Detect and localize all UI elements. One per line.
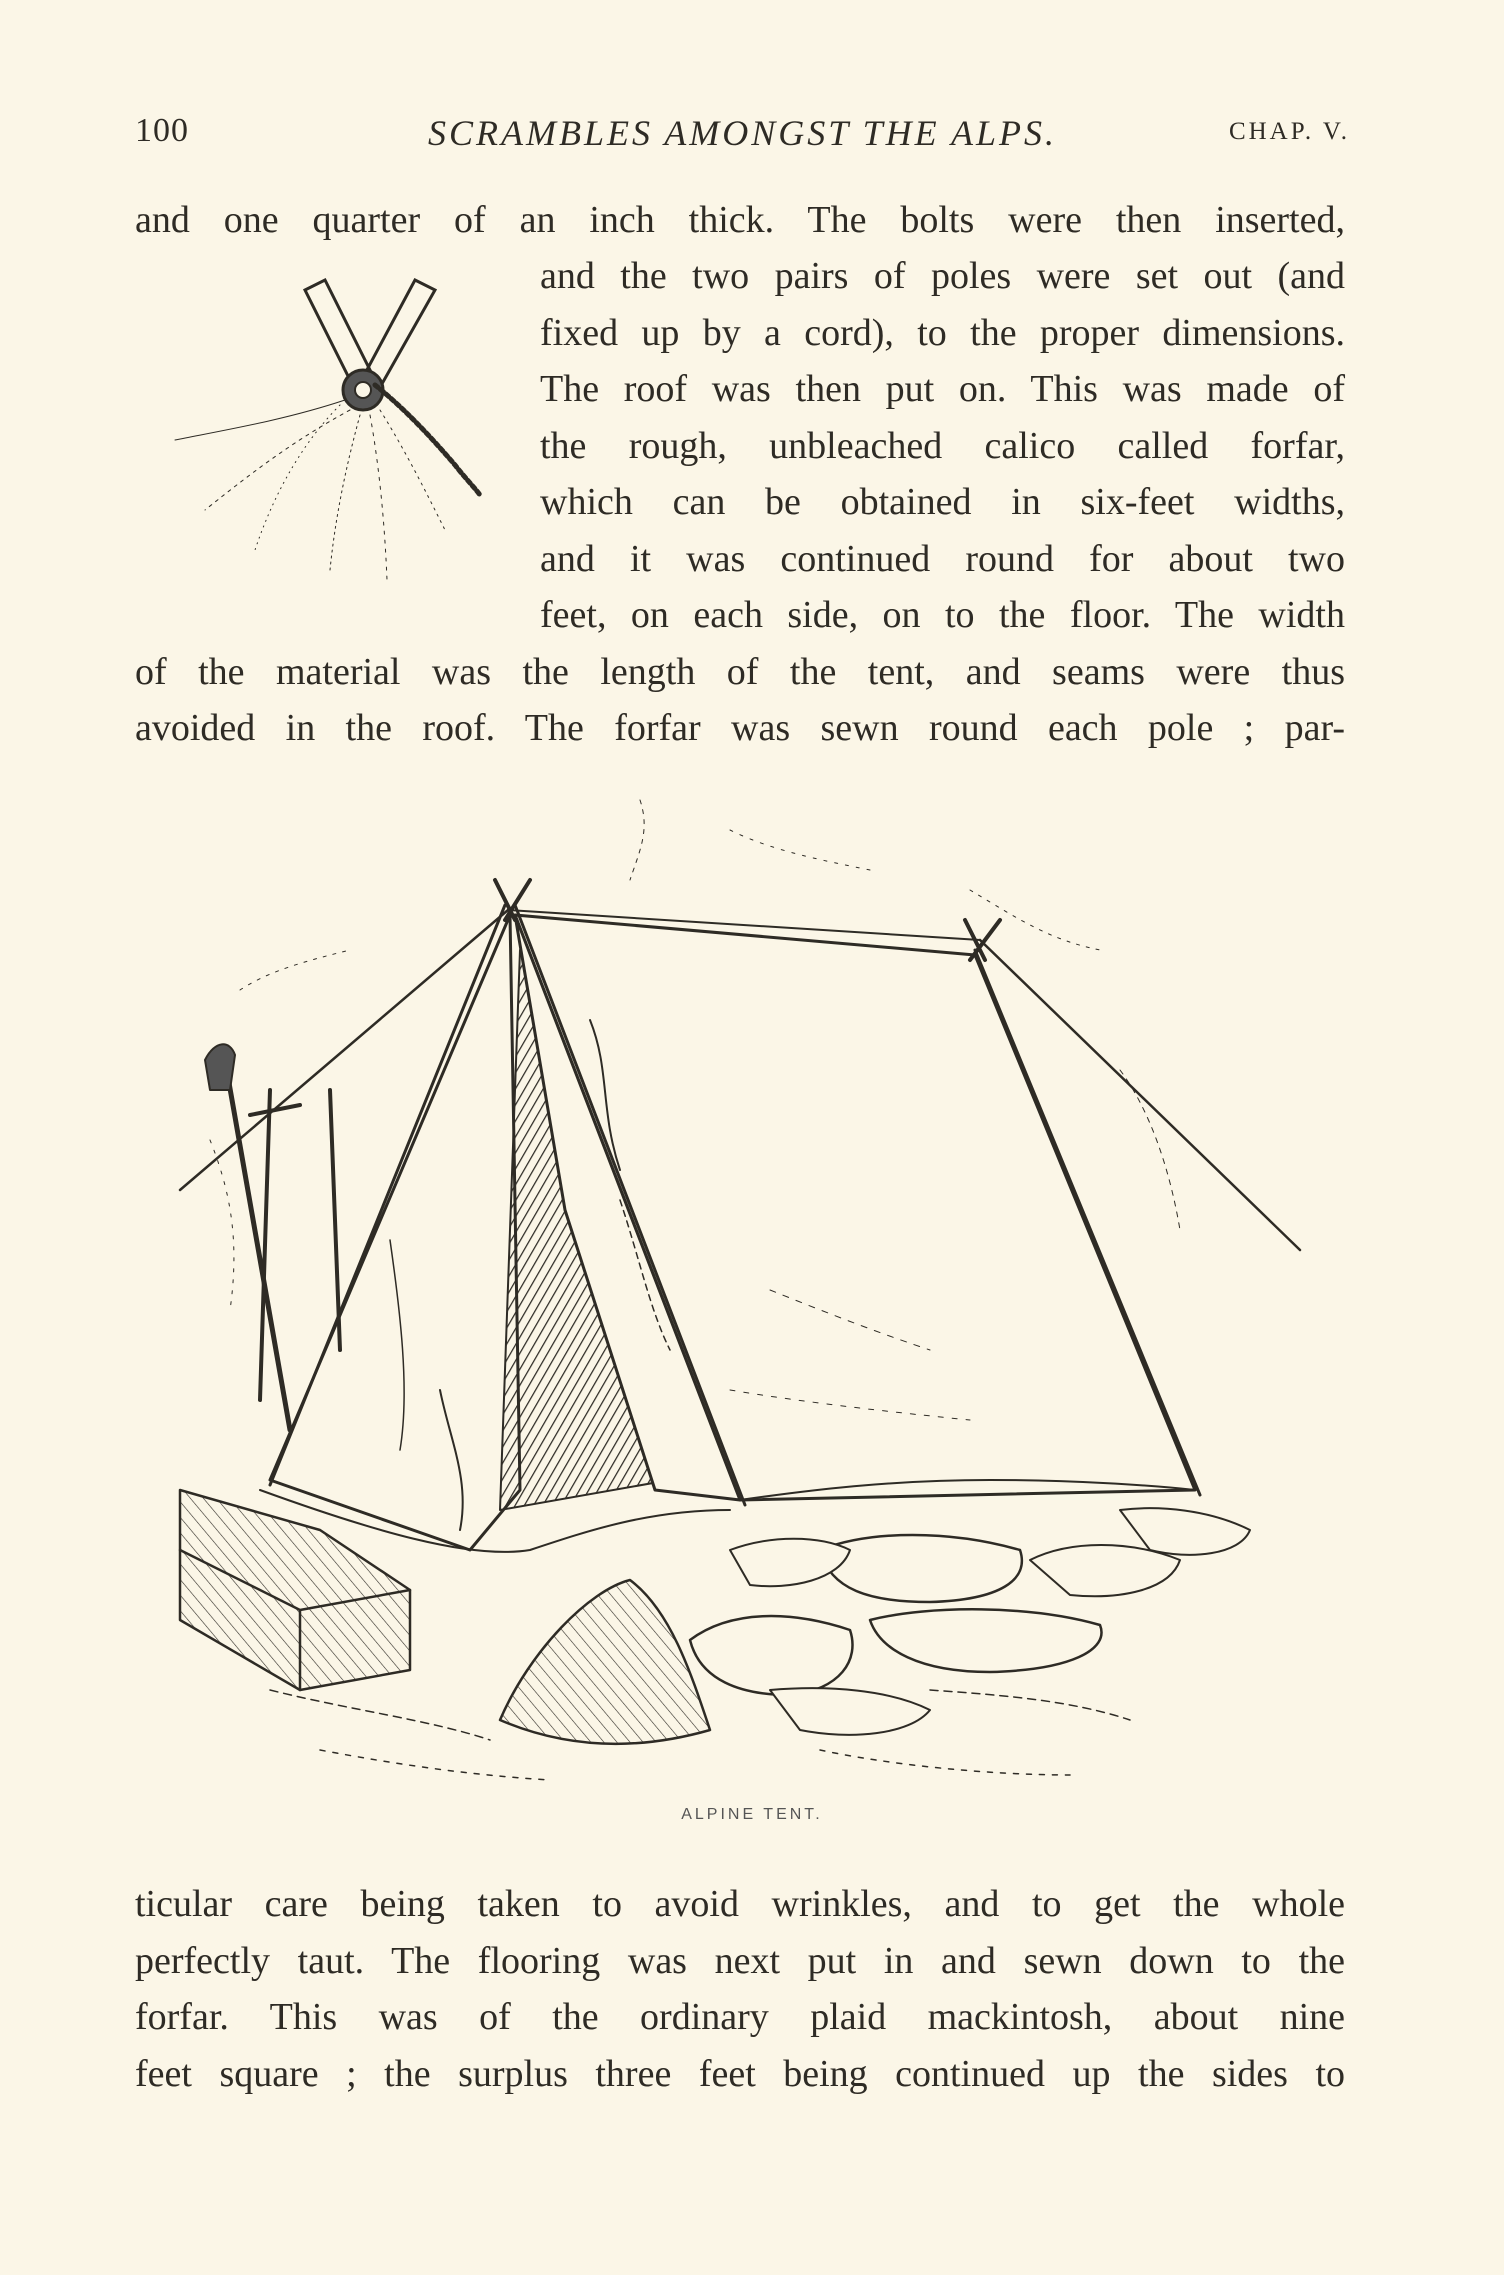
running-title: SCRAMBLES AMONGST THE ALPS. [427, 113, 1058, 153]
text-line: feet square ; the surplus three feet being continued up the sides to [135, 2053, 1345, 2095]
page-number: 100 [135, 112, 189, 149]
text-line: the rough, unbleached calico called forfar, [540, 425, 1345, 467]
text-line: feet, on each side, on to the floor. The width [540, 594, 1345, 636]
text-line: The roof was then put on. This was made of [540, 368, 1345, 410]
text-line: ticular care being taken to avoid wrinkles, and to get the whole [135, 1883, 1345, 1925]
figure-caption: ALPINE TENT. [681, 1806, 823, 1823]
text-line: avoided in the roof. The forfar was sewn round each pole ; par- [135, 707, 1345, 749]
text-line: forfar. This was of the ordinary plaid mackintosh, about nine [135, 1996, 1345, 2038]
text-line: and one quarter of an inch thick. The bolts were then inserted, [135, 199, 1345, 241]
pole-joint-illustration [165, 270, 510, 600]
text-line: which can be obtained in six-feet widths, [540, 481, 1345, 523]
alpine-tent-illustration [170, 790, 1320, 1790]
text-line: perfectly taut. The flooring was next put in and sewn down to the [135, 1940, 1345, 1982]
text-line: and the two pairs of poles were set out (and [540, 255, 1345, 297]
text-line: and it was continued round for about two [540, 538, 1345, 580]
chapter-label: CHAP. V. [1228, 118, 1350, 145]
text-line: fixed up by a cord), to the proper dimensions. [540, 312, 1345, 354]
text-line: of the material was the length of the tent, and seams were thus [135, 651, 1345, 693]
running-header [135, 112, 1350, 162]
